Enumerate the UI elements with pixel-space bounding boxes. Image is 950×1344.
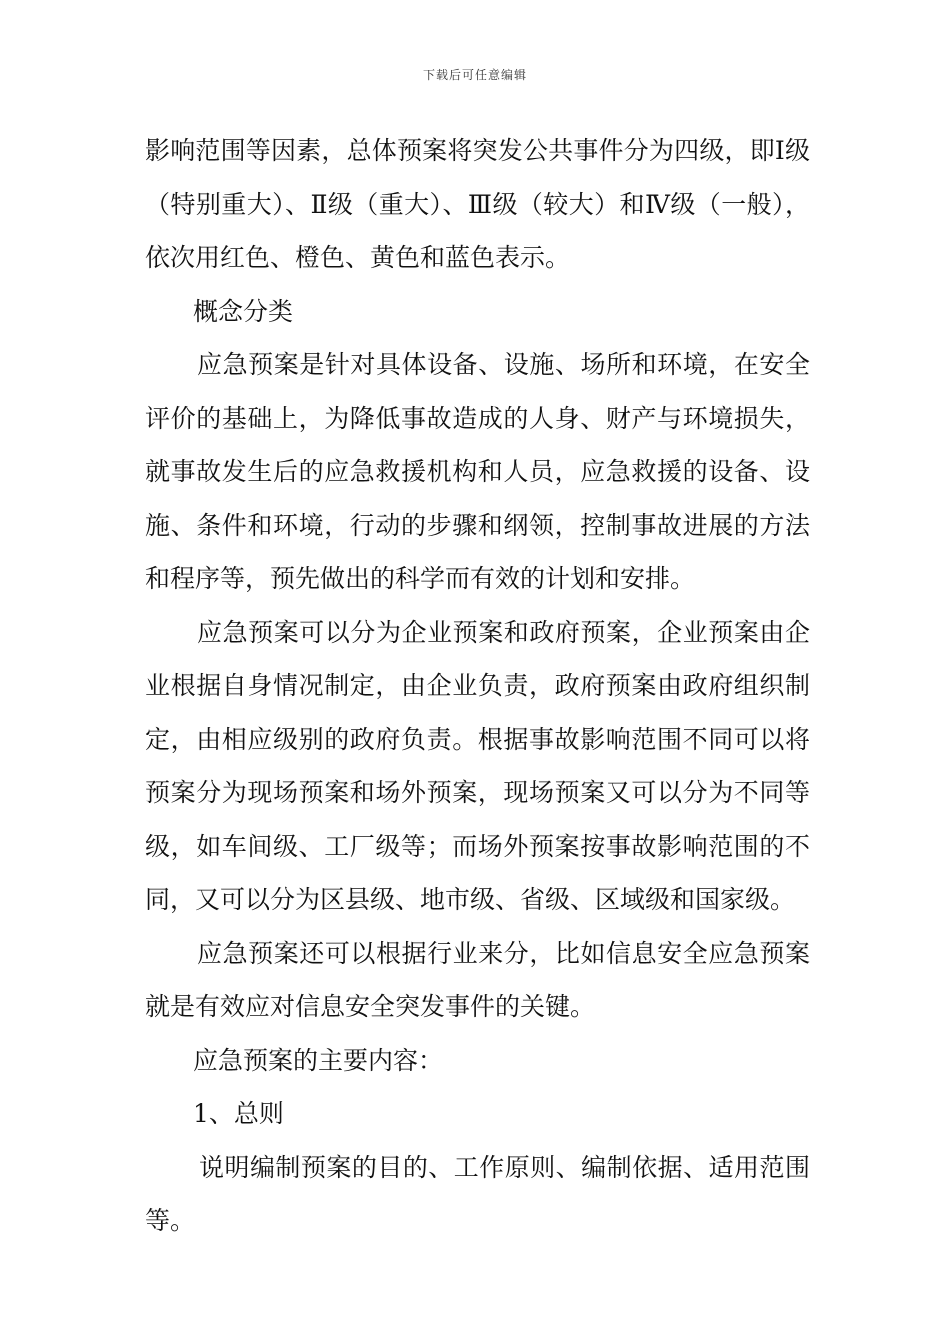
section-heading-concept-classification: 概念分类 [193,296,294,326]
document-body [145,124,810,1248]
paragraph-definition: 应急预案是针对具体设备、设施、场所和环境，在安全评价的基础上，为降低事故造成的人身、财产与环境损失，就事故发生后的应急救援机构和人员，应急救援的设备、设施、条件和环境，行动的步骤和纲领，控制事故进展的方法和程序等，预先做出的科学而有效的计划和安排。 [145,350,810,593]
page-header-note: 下载后可任意编辑 [422,68,527,82]
section-heading-main-content: 应急预案的主要内容： [193,1045,444,1075]
paragraph-general-description: 说明编制预案的目的、工作原则、编制依据、适用范围等。 [145,1152,810,1235]
paragraph-types: 应急预案可以分为企业预案和政府预案，企业预案由企业根据自身情况制定，由企业负责，政府预案由政府组织制定，由相应级别的政府负责。根据事故影响范围不同可以将预案分为现场预案和场外预案，现场预案又可以分为不同等级，如车间级、工厂级等；而场外预案按事故影响范围的不同，又可以分为区县级、地市级、省级、区域级和国家级。 [145,617,810,914]
paragraph-industry: 应急预案还可以根据行业来分，比如信息安全应急预案就是有效应对信息安全突发事件的关键。 [145,938,810,1021]
subsection-heading-general: 1、总则 [193,1099,284,1128]
paragraph-classification-levels: 影响范围等因素，总体预案将突发公共事件分为四级，即Ⅰ级（特别重大）、Ⅱ级（重大）、Ⅲ级（较大）和Ⅳ级（一般），依次用红色、橙色、黄色和蓝色表示。 [145,136,810,272]
